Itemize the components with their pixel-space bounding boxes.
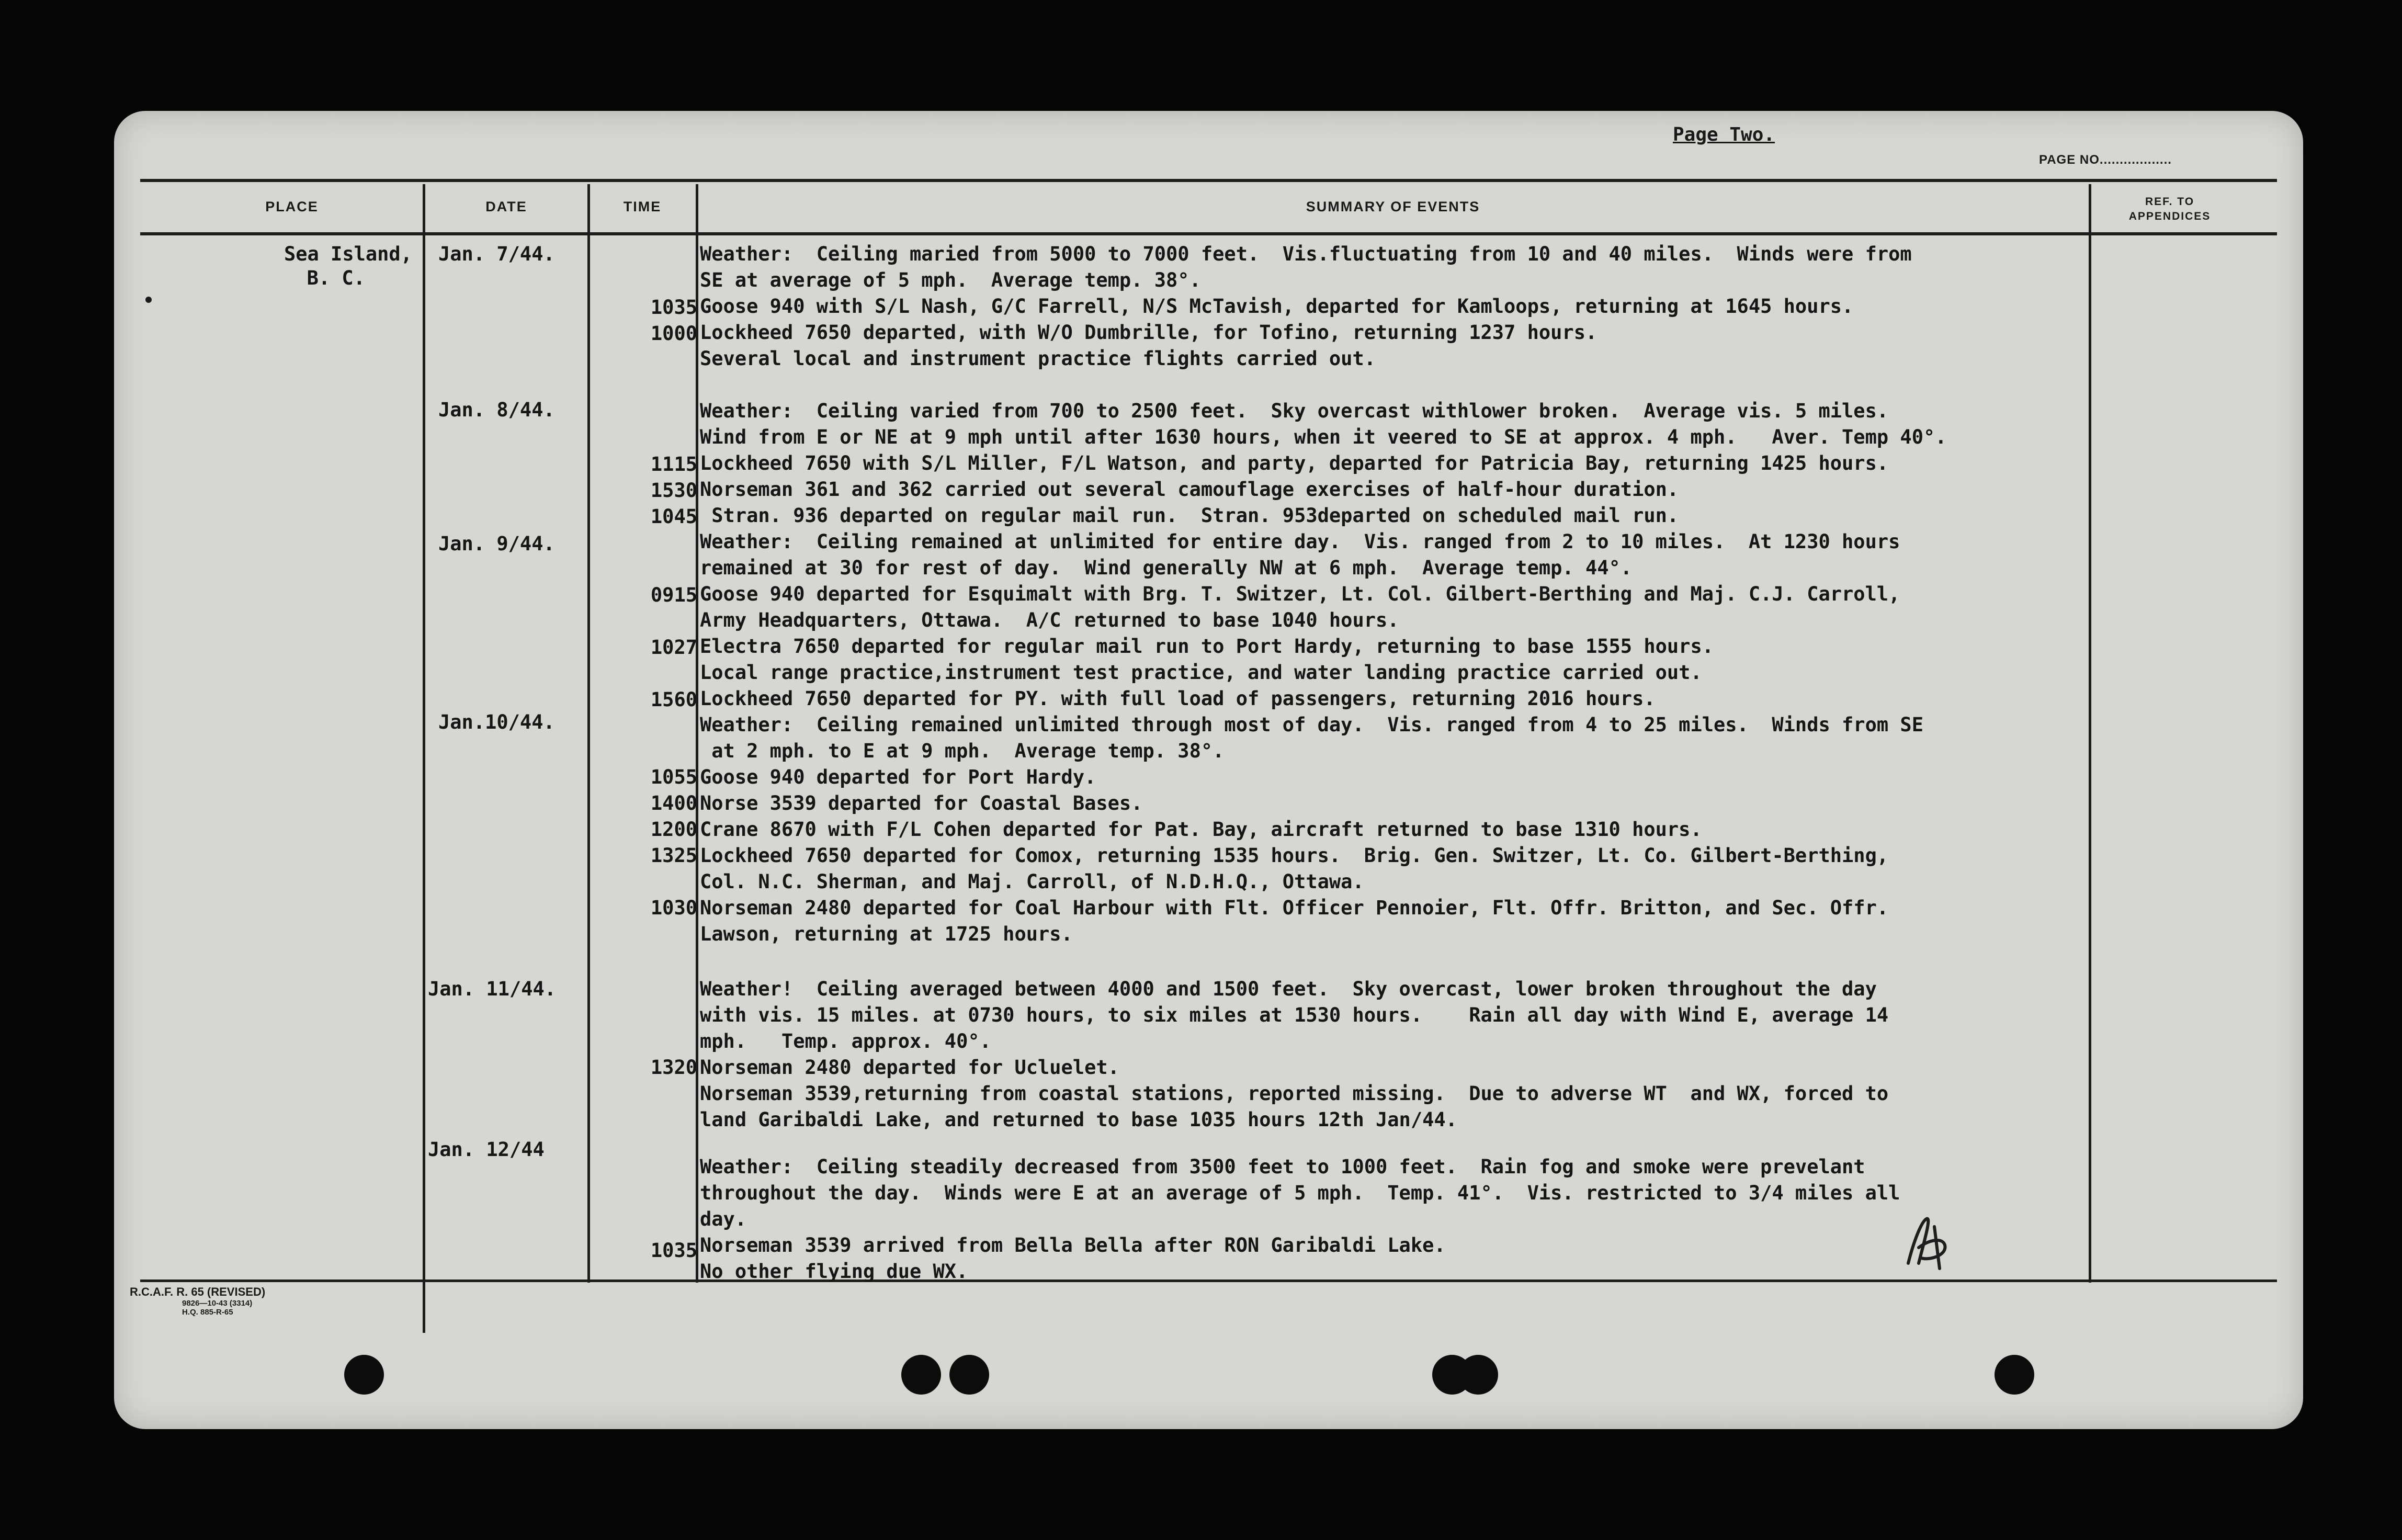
- event-line: Col. N.C. Sherman, and Maj. Carroll, of N.D.H.Q., Ottawa.: [700, 870, 1364, 893]
- time-entry: 1030: [650, 897, 697, 919]
- event-line: Lockheed 7650 departed for Comox, returning 1535 hours. Brig. Gen. Switzer, Lt. Co. Gilbert-Berthing,: [700, 844, 1889, 867]
- event-line: at 2 mph. to E at 9 mph. Average temp. 38°.: [700, 740, 1225, 762]
- page-title: Page Two.: [1673, 124, 1775, 145]
- event-line: land Garibaldi Lake, and returned to base 1035 hours 12th Jan/44.: [700, 1108, 1457, 1131]
- time-entry: 0915: [650, 584, 697, 606]
- ref-line-2: APPENDICES: [2128, 210, 2211, 222]
- event-line: Weather: Ceiling remained unlimited through most of day. Vis. ranged from 4 to 25 miles. Winds from SE: [700, 714, 1923, 736]
- punch-hole: [1995, 1355, 2034, 1395]
- date-entry: Jan.10/44.: [438, 711, 555, 733]
- event-line: mph. Temp. approx. 40°.: [700, 1030, 991, 1052]
- divider-time-summary: [696, 184, 698, 1283]
- punch-hole: [901, 1355, 941, 1395]
- event-line: Lawson, returning at 1725 hours.: [700, 923, 1073, 945]
- divider-place-date: [423, 184, 425, 1333]
- time-entry: 1530: [650, 479, 697, 502]
- event-line: Lockheed 7650 with S/L Miller, F/L Watson, and party, departed for Patricia Bay, returning 1425 hours.: [700, 452, 1889, 474]
- column-header-ref: [2091, 195, 2248, 224]
- event-line: Norseman 3539,returning from coastal stations, reported missing. Due to adverse WT and WX, forced to: [700, 1082, 1889, 1105]
- punch-hole: [1458, 1355, 1498, 1395]
- time-entry: 1560: [650, 688, 697, 711]
- time-entry: 1035: [650, 296, 697, 319]
- place-province: B. C.: [307, 267, 365, 289]
- form-code-1: 9826—10-43 (3314): [182, 1299, 253, 1308]
- time-entry: 1045: [650, 505, 697, 528]
- date-entry: Jan. 11/44.: [428, 978, 557, 1000]
- punch-hole: [344, 1355, 384, 1395]
- header-rule-top: [140, 179, 2277, 182]
- initials-signature-icon: [1898, 1211, 1955, 1274]
- event-line: Lockheed 7650 departed for PY. with full load of passengers, returning 2016 hours.: [700, 687, 1656, 710]
- event-line: Goose 940 departed for Esquimalt with Brg. T. Switzer, Lt. Col. Gilbert-Berthing and Maj. C.J. Carroll,: [700, 583, 1900, 605]
- operations-record-card: [114, 111, 2303, 1429]
- event-line: Norseman 2480 departed for Ucluelet.: [700, 1056, 1119, 1079]
- event-line: Norseman 2480 departed for Coal Harbour with Flt. Officer Pennoier, Flt. Offr. Britton, and Sec. Offr.: [700, 897, 1889, 919]
- event-line: Lockheed 7650 departed, with W/O Dumbrille, for Tofino, returning 1237 hours.: [700, 321, 1597, 344]
- time-entry: 1027: [650, 636, 697, 659]
- form-code-2: H.Q. 885-R-65: [182, 1308, 233, 1317]
- punch-hole: [949, 1355, 989, 1395]
- event-line: No other flying due WX.: [700, 1260, 968, 1283]
- time-entry: 1200: [650, 818, 697, 841]
- event-line: Crane 8670 with F/L Cohen departed for Pat. Bay, aircraft returned to base 1310 hours.: [700, 818, 1702, 841]
- time-entry: 1325: [650, 844, 697, 867]
- event-line: Goose 940 with S/L Nash, G/C Farrell, N/S McTavish, departed for Kamloops, returning at 1645 hours.: [700, 295, 1854, 318]
- event-line: Weather: Ceiling steadily decreased from 3500 feet to 1000 feet. Rain fog and smoke were prevelant: [700, 1156, 1865, 1178]
- time-entry: 1320: [650, 1056, 697, 1079]
- date-entry: Jan. 7/44.: [438, 243, 555, 265]
- event-line: SE at average of 5 mph. Average temp. 38°.: [700, 269, 1201, 291]
- event-line: Goose 940 departed for Port Hardy.: [700, 766, 1096, 788]
- event-line: Weather: Ceiling remained at unlimited for entire day. Vis. ranged from 2 to 10 miles. At 1230 hours: [700, 530, 1900, 553]
- event-line: Local range practice,instrument test practice, and water landing practice carried out.: [700, 661, 1702, 684]
- time-entry: 1035: [650, 1239, 697, 1262]
- event-line: day.: [700, 1208, 747, 1230]
- event-line: Weather: Ceiling varied from 700 to 2500 feet. Sky overcast withlower broken. Average vis. 5 miles.: [700, 400, 1889, 422]
- event-line: Electra 7650 departed for regular mail run to Port Hardy, returning to base 1555 hours.: [700, 635, 1714, 658]
- event-line: Weather: Ceiling maried from 5000 to 7000 feet. Vis.fluctuating from 10 and 40 miles. Winds were from: [700, 243, 1912, 265]
- date-entry: Jan. 9/44.: [438, 533, 555, 555]
- ink-dot: [145, 297, 152, 303]
- date-entry: Jan. 8/44.: [438, 399, 555, 421]
- column-header-summary: SUMMARY OF EVENTS: [1306, 199, 1480, 214]
- table-bottom-rule: [140, 1279, 2277, 1282]
- time-entry: 1000: [650, 322, 697, 345]
- column-header-date: DATE: [485, 199, 527, 214]
- date-entry: Jan. 12/44: [428, 1138, 545, 1161]
- event-line: Wind from E or NE at 9 mph until after 1630 hours, when it veered to SE at approx. 4 mph. Aver. Temp 40°.: [700, 426, 1947, 448]
- column-header-place: PLACE: [265, 199, 319, 214]
- divider-summary-ref: [2089, 184, 2091, 1283]
- header-rule-bottom: [140, 232, 2277, 235]
- divider-date-time: [587, 184, 590, 1283]
- event-line: Weather! Ceiling averaged between 4000 and 1500 feet. Sky overcast, lower broken throughout the day: [700, 978, 1877, 1000]
- form-number: R.C.A.F. R. 65 (REVISED): [130, 1285, 266, 1298]
- event-line: Stran. 936 departed on regular mail run. Stran. 953departed on scheduled mail run.: [700, 504, 1679, 527]
- page-no-label: PAGE NO..................: [2039, 153, 2172, 167]
- event-line: Norseman 3539 arrived from Bella Bella after RON Garibaldi Lake.: [700, 1234, 1446, 1256]
- column-header-time: TIME: [623, 199, 662, 214]
- time-entry: 1115: [650, 453, 697, 475]
- ref-line-1: REF. TO: [2145, 196, 2195, 208]
- event-line: Several local and instrument practice flights carried out.: [700, 347, 1376, 370]
- place-name: Sea Island,: [284, 243, 412, 265]
- event-line: remained at 30 for rest of day. Wind generally NW at 6 mph. Average temp. 44°.: [700, 557, 1633, 579]
- event-line: Army Headquarters, Ottawa. A/C returned to base 1040 hours.: [700, 609, 1399, 631]
- event-line: with vis. 15 miles. at 0730 hours, to six miles at 1530 hours. Rain all day with Wind E, average 14: [700, 1004, 1889, 1026]
- form-footer: [130, 1285, 265, 1317]
- time-entry: 1055: [650, 766, 697, 788]
- event-line: Norse 3539 departed for Coastal Bases.: [700, 792, 1143, 814]
- event-line: throughout the day. Winds were E at an average of 5 mph. Temp. 41°. Vis. restricted to 3/4 miles all: [700, 1182, 1900, 1204]
- time-entry: 1400: [650, 792, 697, 814]
- handwritten-initials: [1898, 1211, 1955, 1284]
- event-line: Norseman 361 and 362 carried out several camouflage exercises of half-hour duration.: [700, 478, 1679, 501]
